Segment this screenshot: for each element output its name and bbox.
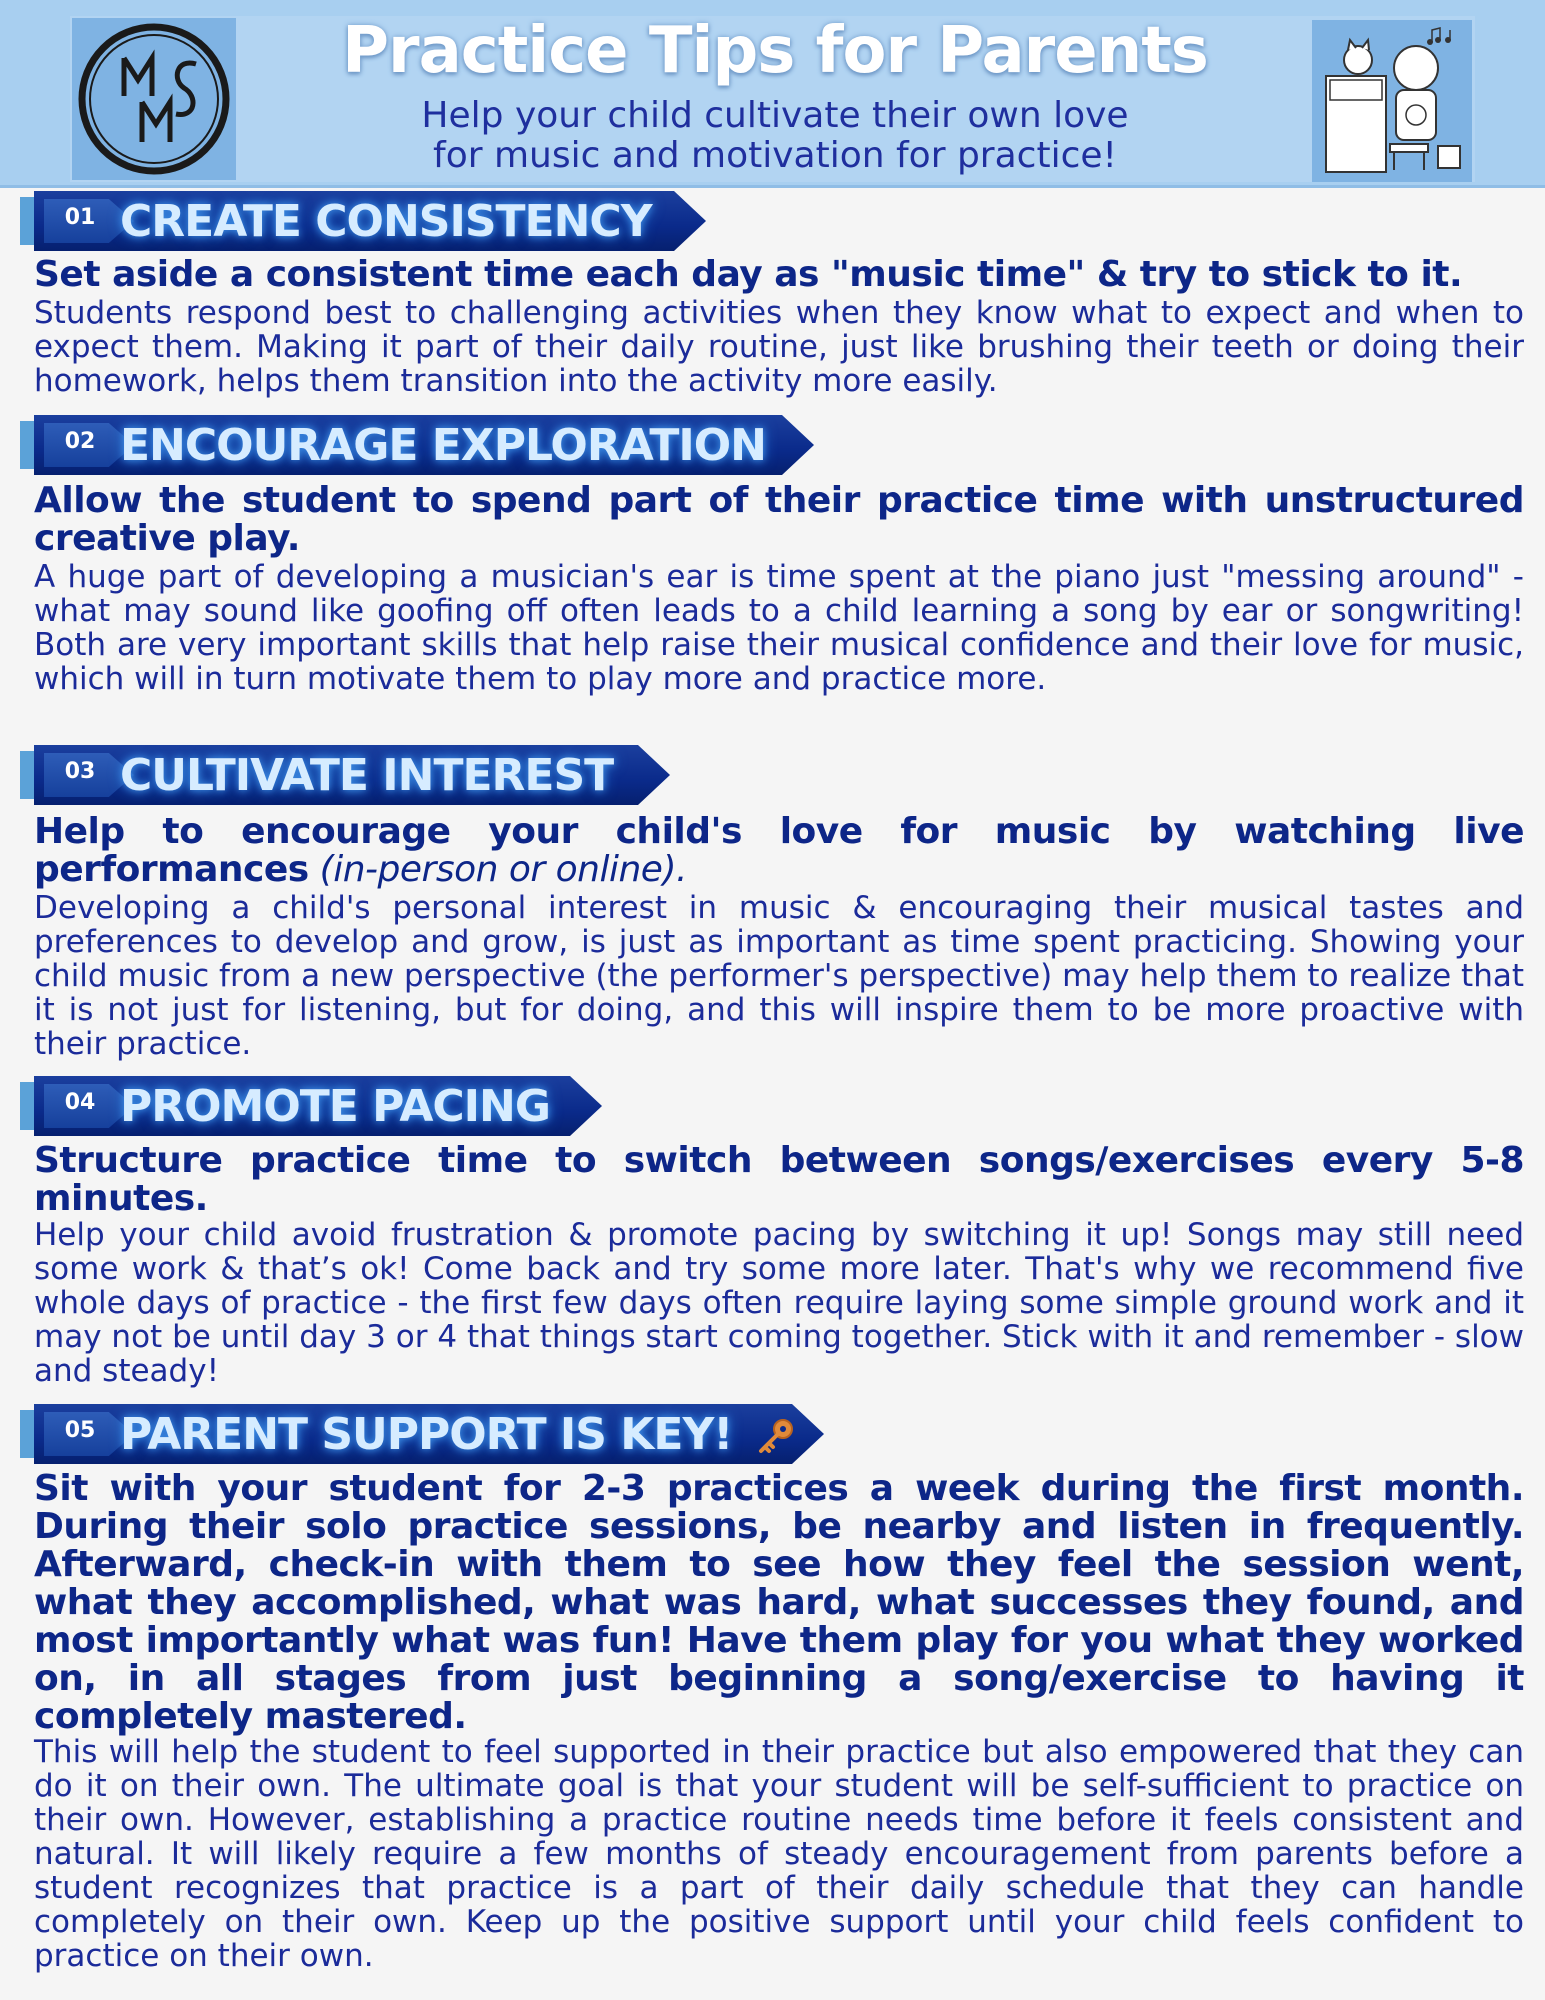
tip-5-number: 05 xyxy=(64,1418,96,1443)
piano-cat-illustration xyxy=(1312,20,1472,182)
page-title: Practice Tips for Parents xyxy=(342,14,1208,88)
subtitle-line-2: for music and motivation for practice! xyxy=(433,135,1117,176)
tip-3-lead-italic: (in-person or online). xyxy=(308,849,687,890)
tip-3-lead-text: Help to encourage your child's love for music by watching live performances xyxy=(34,811,1524,890)
tip-3-heading: CULTIVATE INTEREST xyxy=(120,750,614,801)
page-subtitle xyxy=(240,96,1310,176)
tip-1-body: Students respond best to challenging activities when they know what to expect and when to expect them. Making it part of their daily routine, just like brushing their teeth or doing their homework, helps them transition into the activity more easily. xyxy=(34,295,1524,399)
tip-4-lead: Structure practice time to switch between songs/exercises every 5-8 minutes. xyxy=(34,1140,1524,1219)
key-icon xyxy=(755,1417,795,1457)
page-header xyxy=(0,0,1545,188)
tip-5-body: This will help the student to feel supported in their practice but also empowered that they can do it on their own. The ultimate goal is that your student will be self-sufficient to practice on their own. However, establishing a practice routine needs time before it feels consistent and natural. It will likely require a few months of steady encouragement from parents before a student recognizes that practice is a part of their daily schedule that they can handle completely on their own. Keep up the positive support until your child feels confident to practice on their own. xyxy=(34,1734,1524,1974)
tip-4-heading: PROMOTE PACING xyxy=(120,1081,550,1132)
tip-2-body: A huge part of developing a musician's ear is time spent at the piano just "messing around" - what may sound like goofing off often leads to a child learning a song by ear or songwriting! Both are very important skills that help raise their musical confidence and their love for music, which will in turn motivate them to play more and practice more. xyxy=(34,559,1524,697)
mms-logo-icon xyxy=(72,18,236,180)
mms-logo xyxy=(72,18,236,180)
tip-3-body: Developing a child's personal interest in music & encouraging their musical tastes and preferences to develop and grow, is just as important as time spent practicing. Showing your child music from a new perspective (the performer's perspective) may help them to realize that it is not just for listening, but for doing, and this will inspire them to be more proactive with their practice. xyxy=(34,890,1524,1062)
subtitle-line-1: Help your child cultivate their own love xyxy=(421,95,1129,136)
tip-2-number: 02 xyxy=(64,429,96,454)
tip-1-lead: Set aside a consistent time each day as "music time" & try to stick to it. xyxy=(34,254,1463,295)
tip-1-heading: CREATE CONSISTENCY xyxy=(120,196,652,247)
tip-5-heading-row xyxy=(120,1409,795,1460)
tip-1-number: 01 xyxy=(64,205,96,230)
tip-2-heading: ENCOURAGE EXPLORATION xyxy=(120,420,766,471)
tip-5-lead: Sit with your student for 2-3 practices a week during the first month. During their solo practice sessions, be nearby and listen in frequently. Afterward, check-in with them to see how they feel the session went, what they accomplished, what was hard, what successes they found, and most importantly what was fun! Have them play for you what they worked on, in all stages from just beginning a song/exercise to having it completely mastered. xyxy=(34,1468,1524,1737)
tip-2-lead: Allow the student to spend part of their practice time with unstructured creative play. xyxy=(34,480,1524,559)
tip-5-heading: PARENT SUPPORT IS KEY! xyxy=(120,1409,733,1460)
tip-3-number: 03 xyxy=(64,759,96,784)
tip-4-body: Help your child avoid frustration & promote pacing by switching it up! Songs may still need some work & that’s ok! Come back and try some more later. That's why we recommend five whole days of practice - the first few days often require laying some simple ground work and it may not be until day 3 or 4 that things start coming together. Stick with it and remember - slow and steady! xyxy=(34,1217,1524,1389)
tip-3-lead xyxy=(34,813,1524,889)
tip-4-number: 04 xyxy=(64,1090,96,1115)
piano-cat-illustration-icon xyxy=(1312,20,1472,182)
